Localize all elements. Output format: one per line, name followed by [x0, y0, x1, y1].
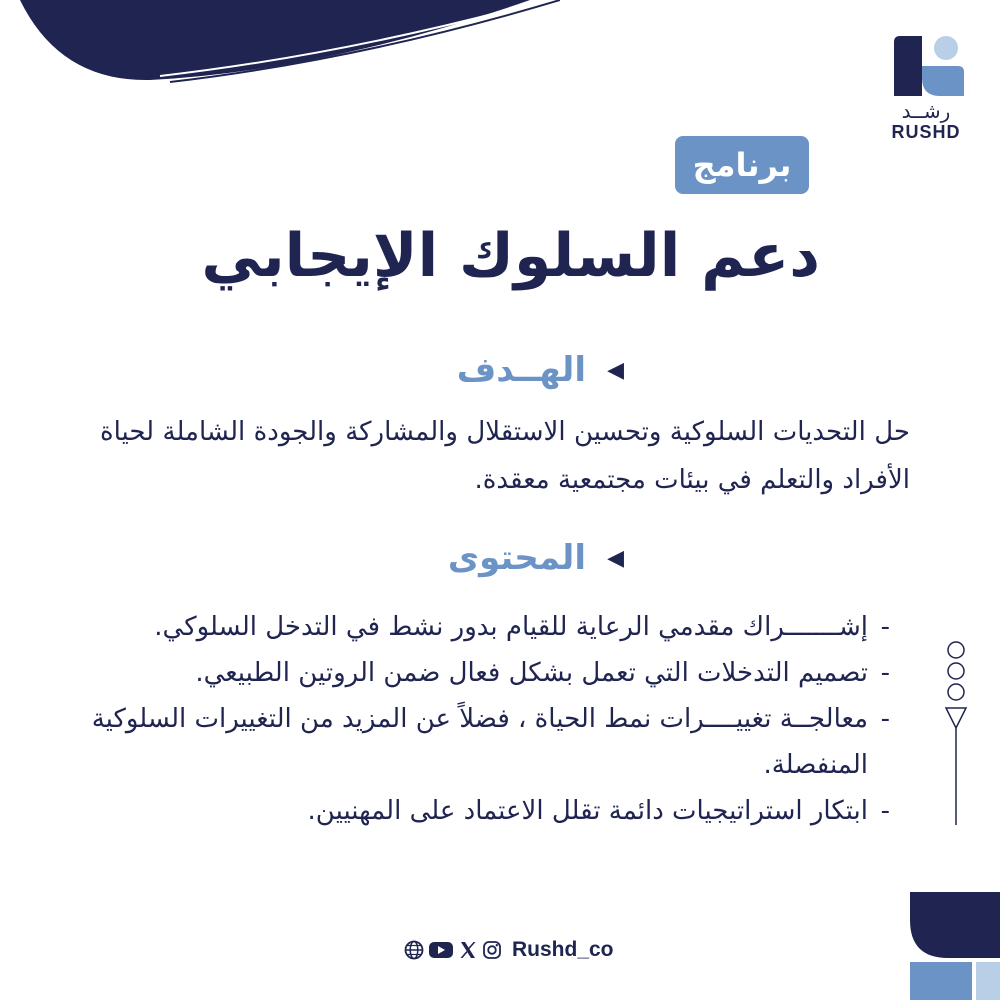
social-handle[interactable]: Rushd_co [512, 938, 614, 961]
youtube-icon[interactable] [428, 940, 454, 960]
bottom-right-decoration [910, 892, 1000, 1000]
content-list [90, 604, 890, 834]
goal-heading-text: الهــدف [456, 350, 586, 390]
goal-text: حل التحديات السلوكية وتحسين الاستقلال والمشاركة والجودة الشاملة لحياة الأفراد والتعلم في بيئات مجتمعية معقدة. [100, 417, 910, 495]
list-item: - ابتكار استراتيجيات دائمة تقلل الاعتماد على المهنيين. [90, 788, 890, 834]
rushd-logo-mark [888, 34, 964, 98]
x-icon[interactable] [458, 940, 478, 960]
goal-heading [457, 350, 624, 390]
list-item: - تصميم التدخلات التي تعمل بشكل فعال ضمن الروتين الطبيعي. [90, 650, 890, 696]
logo-arabic-text: رشــد [901, 99, 951, 123]
triangle-left-icon: ◀ [607, 357, 624, 383]
instagram-icon[interactable] [482, 940, 502, 960]
top-left-decoration [0, 0, 560, 110]
page-title: دعم السلوك الإيجابي [201, 221, 820, 291]
social-bar [404, 938, 614, 962]
list-item: - إشـــــــراك مقدمي الرعاية للقيام بدور نشط في التدخل السلوكي. [90, 604, 890, 650]
triangle-left-icon: ◀ [607, 545, 624, 571]
content-heading [448, 538, 624, 578]
globe-icon[interactable] [404, 940, 424, 960]
logo-english-text: RUSHD [891, 122, 961, 142]
content-heading-text: المحتوى [447, 538, 586, 578]
rushd-logo [884, 34, 968, 142]
side-decoration [943, 640, 969, 830]
list-item: - معالجــة تغييــــرات نمط الحياة ، فضلاً عن المزيد من التغييرات السلوكية المنفصلة. [90, 696, 890, 788]
program-badge: برنامج [675, 136, 809, 194]
